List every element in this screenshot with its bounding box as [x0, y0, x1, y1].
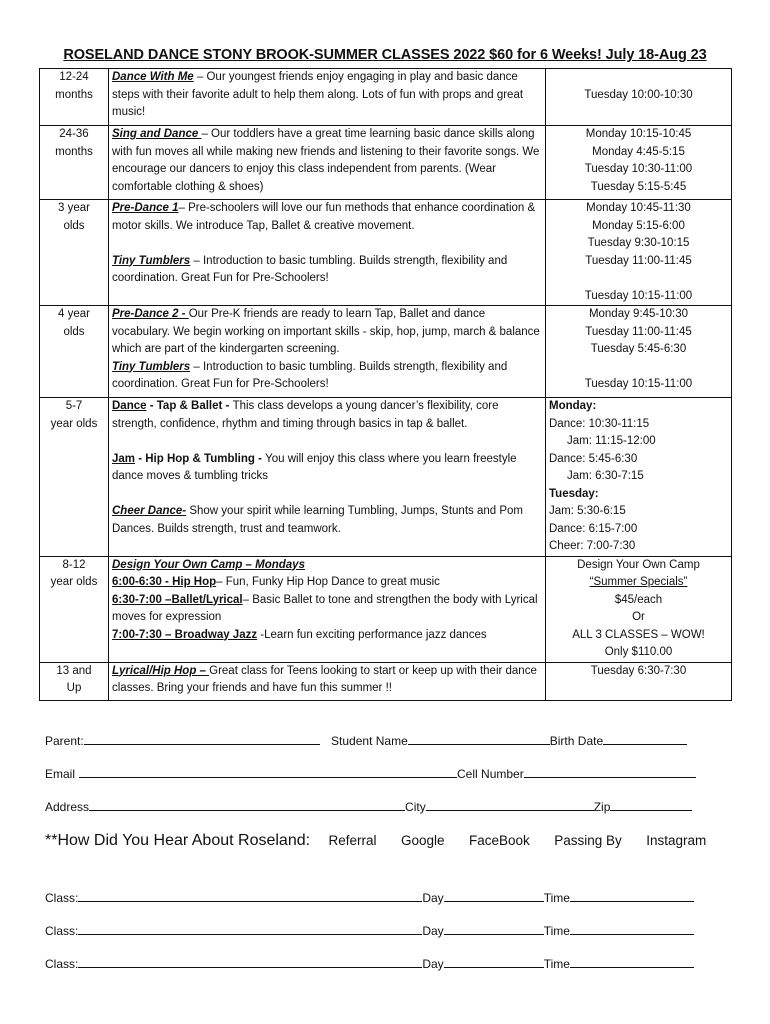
class-time: Jam: 6:30-7:15: [567, 470, 644, 482]
description-cell: [109, 306, 546, 398]
day-field[interactable]: [444, 890, 544, 902]
class-description: – Introduction to basic tumbling. Builds strength, flexibility and coordination. Great Fun for Pre-Schoolers!: [112, 360, 508, 390]
camp-line-label: 7:00-7:30 – Broadway Jazz: [112, 628, 258, 641]
age-label: 12-24: [59, 71, 89, 83]
times-cell: [546, 69, 732, 126]
class-name: Pre-Dance 1: [112, 202, 179, 214]
email-label: Email: [45, 767, 76, 781]
class-entry: [112, 200, 542, 235]
camp-special: ALL 3 CLASSES – WOW!: [572, 628, 705, 641]
option-google[interactable]: Google: [400, 833, 445, 848]
table-row: [40, 662, 732, 700]
age-label: 24-36: [59, 128, 89, 140]
class-field[interactable]: [78, 956, 422, 968]
class-time: Dance: 6:15-7:00: [549, 522, 638, 535]
class-label: Class:: [45, 891, 79, 905]
address-field[interactable]: [89, 799, 405, 811]
class-name: Dance With Me: [112, 71, 194, 83]
class-description: You will enjoy this class where you learn freestyle dance moves & tumbling tricks: [112, 452, 517, 482]
email-field[interactable]: [79, 766, 457, 778]
class-name: Tiny Tumblers: [112, 254, 191, 267]
form-row-email: [45, 766, 696, 781]
referral-question: **How Did You Hear About Roseland:: [45, 832, 311, 849]
camp-special: Design Your Own Camp: [577, 558, 700, 571]
class-time: Jam: 11:15-12:00: [567, 435, 656, 447]
cell-number-field[interactable]: [524, 766, 696, 778]
class-time: Tuesday 6:30-7:30: [590, 664, 687, 677]
age-label: 8-12: [62, 558, 86, 571]
class-time: Tuesday 10:15-11:00: [584, 289, 693, 302]
time-field[interactable]: [570, 923, 694, 935]
form-row-class-3: [45, 956, 694, 971]
age-label: year olds: [50, 417, 98, 430]
class-description: Great class for Teens looking to start or keep up with their dance classes. Bring your friends and have fun this summer !!: [112, 664, 537, 694]
age-cell: [40, 69, 109, 126]
times-cell: [546, 662, 732, 700]
times-cell: [546, 398, 732, 557]
age-label: olds: [63, 219, 85, 232]
city-field[interactable]: [426, 799, 594, 811]
class-time: Monday 10:45-11:30: [586, 202, 691, 214]
option-facebook[interactable]: FaceBook: [468, 833, 530, 848]
class-name: Jam: [112, 452, 136, 465]
class-time: Tuesday 10:15-11:00: [584, 378, 693, 390]
age-cell: [40, 126, 109, 200]
time-label: Time: [543, 957, 570, 971]
class-name: Tiny Tumblers: [112, 360, 191, 373]
page-title: ROSELAND DANCE STONY BROOK-SUMMER CLASSES 2022 $60 for 6 Weeks! July 18-Aug 23: [63, 47, 707, 63]
class-time: Tuesday 10:00-10:30: [584, 88, 693, 101]
description-cell: [109, 69, 546, 126]
camp-title: Design Your Own Camp – Mondays: [112, 558, 305, 571]
student-name-field[interactable]: [408, 733, 550, 745]
parent-field[interactable]: [84, 733, 320, 745]
camp-line-text: – Fun, Funky Hip Hop Dance to great music: [216, 576, 440, 588]
description-cell: [109, 398, 546, 557]
class-field[interactable]: [78, 923, 422, 935]
table-row: [40, 69, 732, 126]
class-time: Jam: 5:30-6:15: [549, 505, 626, 517]
class-time: Tuesday 9:30-10:15: [587, 237, 690, 249]
class-subtitle: - Tap & Ballet -: [146, 400, 233, 412]
age-label: year olds: [50, 576, 98, 588]
description-cell: [109, 556, 546, 662]
description-cell: [109, 200, 546, 306]
age-label: 5-7: [65, 400, 83, 412]
class-subtitle: - Hip Hop & Tumbling -: [135, 452, 266, 465]
class-name: Lyrical/Hip Hop –: [112, 664, 210, 677]
age-label: months: [55, 145, 93, 158]
camp-line-text: – Basic Ballet to tone and strengthen the body with Lyrical moves for expression: [112, 593, 538, 623]
zip-label: Zip: [593, 800, 611, 814]
class-description: – Our youngest friends enjoy engaging in play and basic dance steps with their favorite adult to help them along. Lots of fun with props and great music!: [112, 71, 524, 118]
class-description: – Pre-schoolers will love our fun methods that enhance coordination & motor skills. We introduce Tap, Ballet & creative movement.: [112, 202, 536, 232]
age-cell: [40, 200, 109, 306]
class-time: Monday 10:15-10:45: [585, 128, 692, 140]
class-name: Dance: [112, 400, 147, 412]
class-entry: [112, 306, 542, 359]
camp-special: “Summer Specials”: [589, 576, 688, 588]
times-cell: [546, 200, 732, 306]
class-time: Cheer: 7:00-7:30: [549, 540, 636, 552]
day-label: Day: [422, 891, 444, 905]
day-heading: Tuesday:: [549, 487, 599, 500]
age-label: olds: [63, 325, 85, 338]
time-field[interactable]: [570, 956, 694, 968]
class-entry: [112, 451, 542, 486]
time-label: Time: [543, 891, 570, 905]
class-entry: [112, 359, 542, 394]
class-time: Dance: 10:30-11:15: [549, 417, 650, 430]
option-referral[interactable]: Referral: [328, 833, 377, 848]
class-entry: [112, 503, 542, 538]
day-heading: Monday:: [549, 400, 597, 412]
option-instagram[interactable]: Instagram: [646, 833, 707, 848]
camp-price: $45/each: [614, 593, 663, 606]
age-label: 4 year: [58, 308, 90, 320]
class-description: – Introduction to basic tumbling. Builds strength, flexibility and coordination. Great Fun for Pre-Schoolers!: [112, 254, 508, 284]
description-cell: [109, 126, 546, 200]
address-label: Address: [45, 800, 90, 814]
class-label: Class:: [45, 924, 79, 938]
table-row: [40, 200, 732, 306]
birth-date-field[interactable]: [603, 733, 687, 745]
day-label: Day: [422, 924, 444, 938]
day-field[interactable]: [444, 923, 544, 935]
class-time: Tuesday 11:00-11:45: [585, 254, 692, 267]
camp-special: Or: [632, 611, 645, 623]
class-field[interactable]: [78, 890, 422, 902]
time-label: Time: [543, 924, 570, 938]
class-time: Monday 5:15-6:00: [592, 219, 685, 232]
times-cell: [546, 126, 732, 200]
class-entry: [112, 253, 542, 288]
class-name: Sing and Dance: [112, 128, 202, 140]
referral-source-row: [45, 832, 712, 850]
time-field[interactable]: [570, 890, 694, 902]
form-row-parent: [45, 733, 687, 748]
cell-number-label: Cell Number: [457, 767, 524, 781]
form-row-class-2: [45, 923, 694, 938]
class-time: Monday 4:45-5:15: [592, 145, 685, 158]
camp-line-text: -Learn fun exciting performance jazz dances: [257, 628, 487, 641]
class-time: Monday 9:45-10:30: [588, 308, 689, 320]
city-label: City: [405, 800, 426, 814]
class-description: Show your spirit while learning Tumbling, Jumps, Stunts and Pom Dances. Builds strength, trust and teamwork.: [112, 505, 523, 535]
camp-line: [112, 627, 542, 645]
age-label: Up: [66, 682, 82, 694]
age-label: months: [55, 88, 93, 101]
option-passing-by[interactable]: Passing By: [554, 833, 622, 848]
table-row: [40, 398, 732, 557]
camp-price: Only $110.00: [604, 646, 673, 658]
form-row-address: [45, 799, 692, 814]
age-cell: [40, 556, 109, 662]
age-cell: [40, 662, 109, 700]
class-time: Tuesday 5:15-5:45: [590, 180, 687, 193]
times-cell: [546, 556, 732, 662]
class-name: Cheer Dance-: [112, 505, 187, 517]
age-label: 3 year: [58, 202, 90, 214]
age-cell: [40, 398, 109, 557]
parent-label: Parent:: [45, 734, 84, 748]
times-cell: [546, 306, 732, 398]
description-cell: [109, 662, 546, 700]
class-description: This class develops a young dancer’s flexibility, core strength, confidence, rhythm and timing through basics in tap & ballet.: [112, 400, 499, 430]
camp-line-label: 6:00-6:30 - Hip Hop: [112, 576, 217, 588]
birth-date-label: Birth Date: [549, 734, 604, 748]
camp-line: [112, 592, 542, 627]
day-field[interactable]: [444, 956, 544, 968]
class-time: Tuesday 5:45-6:30: [590, 343, 687, 355]
table-row: [40, 126, 732, 200]
camp-line: [112, 574, 542, 592]
class-schedule-table: [39, 68, 732, 701]
class-description: Our Pre-K friends are ready to learn Tap, Ballet and dance vocabulary. We begin working on important skills - skip, hop, jump, march & balance which are part of the kindergarten screening.: [112, 308, 540, 355]
student-name-label: Student Name: [331, 734, 408, 748]
age-cell: [40, 306, 109, 398]
class-name: Pre-Dance 2 -: [112, 308, 189, 320]
class-time: Dance: 5:45-6:30: [549, 452, 638, 465]
day-label: Day: [422, 957, 444, 971]
class-label: Class:: [45, 957, 79, 971]
camp-line-label: 6:30-7:00 –Ballet/Lyrical: [112, 593, 243, 606]
zip-field[interactable]: [610, 799, 692, 811]
class-time: Tuesday 10:30-11:00: [584, 163, 693, 175]
form-row-class-1: [45, 890, 694, 905]
class-time: Tuesday 11:00-11:45: [585, 325, 692, 338]
table-row: [40, 306, 732, 398]
class-entry: [112, 398, 542, 433]
table-row: [40, 556, 732, 662]
age-label: 13 and: [56, 664, 92, 677]
class-description: – Our toddlers have a great time learning basic dance skills along with fun moves all while making new friends and listening to their favorite songs. We encourage our dancers to enjoy this class independent from parents. (Wear comfortable clothing & shoes): [112, 128, 540, 193]
